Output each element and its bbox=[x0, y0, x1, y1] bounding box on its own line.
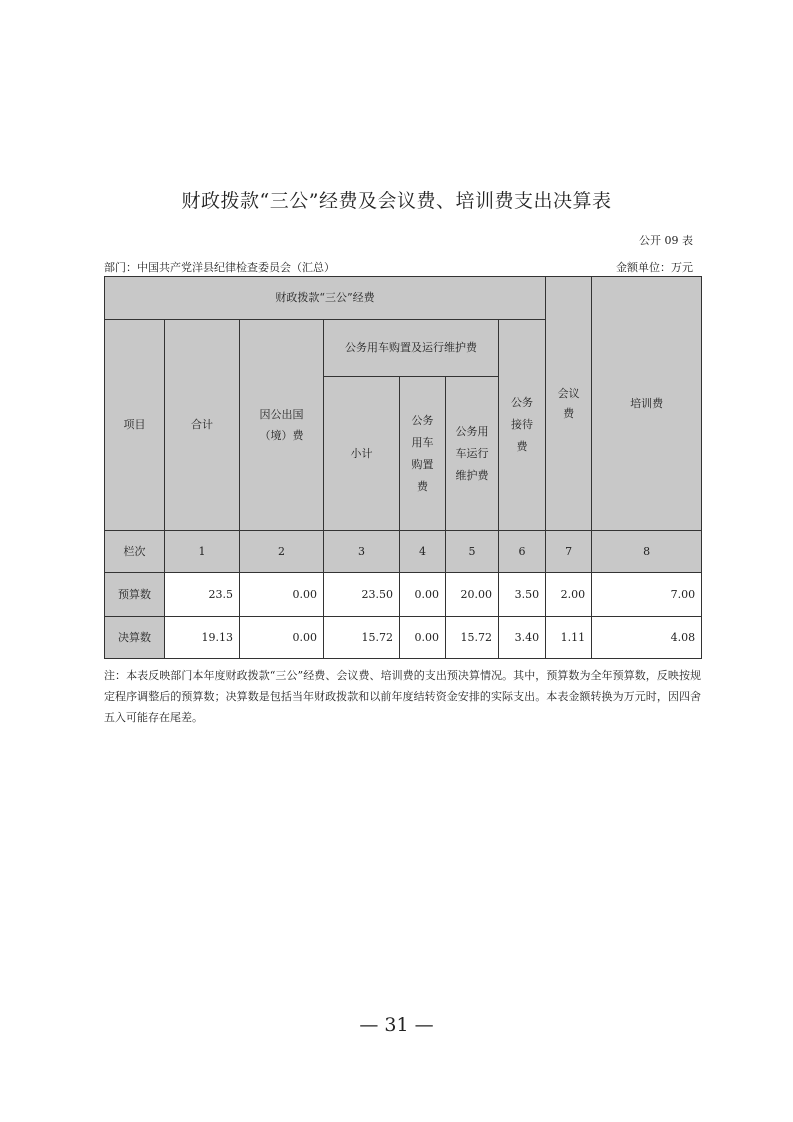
column-number: 7 bbox=[546, 531, 592, 573]
header-vehicle: 公务用车购置及运行维护费 bbox=[324, 320, 499, 377]
table-cell: 1.11 bbox=[546, 617, 592, 659]
table-cell: 0.00 bbox=[240, 573, 324, 617]
header-abroad: 因公出国（境）费 bbox=[240, 320, 324, 531]
header-item: 项目 bbox=[105, 320, 165, 531]
header-training: 培训费 bbox=[592, 277, 702, 531]
table-note: 注：本表反映部门本年度财政拨款“三公”经费、会议费、培训费的支出预决算情况。其中，预算数为全年预算数，反映按规定程序调整后的预算数；决算数是包括当年财政拨款和以前年度结转资金安排的实际支出。本表金额转换为万元时，因四舍五入可能存在尾差。 bbox=[104, 669, 701, 724]
table-cell: 23.5 bbox=[165, 573, 240, 617]
page-title: 财政拨款“三公”经费及会议费、培训费支出决算表 bbox=[181, 190, 612, 212]
table-cell: 4.08 bbox=[592, 617, 702, 659]
header-subtotal: 小计 bbox=[324, 377, 400, 531]
table-cell: 3.40 bbox=[499, 617, 546, 659]
table-cell: 20.00 bbox=[446, 573, 499, 617]
table-cell: 15.72 bbox=[324, 617, 400, 659]
column-row-label: 栏次 bbox=[105, 531, 165, 573]
column-number: 1 bbox=[165, 531, 240, 573]
header-vehicle-purchase: 公务用车购置费 bbox=[400, 377, 446, 531]
header-reception: 公务接待费 bbox=[499, 320, 546, 531]
column-number: 5 bbox=[446, 531, 499, 573]
table-cell: 2.00 bbox=[546, 573, 592, 617]
row-label-budget: 预算数 bbox=[105, 573, 165, 617]
department-label: 部门：中国共产党洋县纪律检查委员会（汇总） bbox=[104, 261, 335, 274]
table-row bbox=[105, 617, 702, 659]
table-cell: 7.00 bbox=[592, 573, 702, 617]
column-number: 4 bbox=[400, 531, 446, 573]
table-cell: 19.13 bbox=[165, 617, 240, 659]
column-number: 6 bbox=[499, 531, 546, 573]
column-number: 8 bbox=[592, 531, 702, 573]
form-number: 公开 09 表 bbox=[639, 234, 693, 247]
header-vehicle-operation: 公务用车运行维护费 bbox=[446, 377, 499, 531]
table-cell: 15.72 bbox=[446, 617, 499, 659]
unit-label: 金额单位：万元 bbox=[616, 261, 693, 274]
table-cell: 0.00 bbox=[240, 617, 324, 659]
table-cell: 3.50 bbox=[499, 573, 546, 617]
table-cell: 0.00 bbox=[400, 617, 446, 659]
expenditure-table bbox=[104, 276, 702, 659]
header-meeting: 会议费 bbox=[546, 277, 592, 531]
page-number: — 31 — bbox=[359, 1014, 434, 1036]
column-number: 3 bbox=[324, 531, 400, 573]
header-total: 合计 bbox=[165, 320, 240, 531]
header-sangong: 财政拨款“三公”经费 bbox=[105, 277, 546, 320]
table-row bbox=[105, 573, 702, 617]
table-cell: 0.00 bbox=[400, 573, 446, 617]
row-label-actual: 决算数 bbox=[105, 617, 165, 659]
table-cell: 23.50 bbox=[324, 573, 400, 617]
column-number: 2 bbox=[240, 531, 324, 573]
